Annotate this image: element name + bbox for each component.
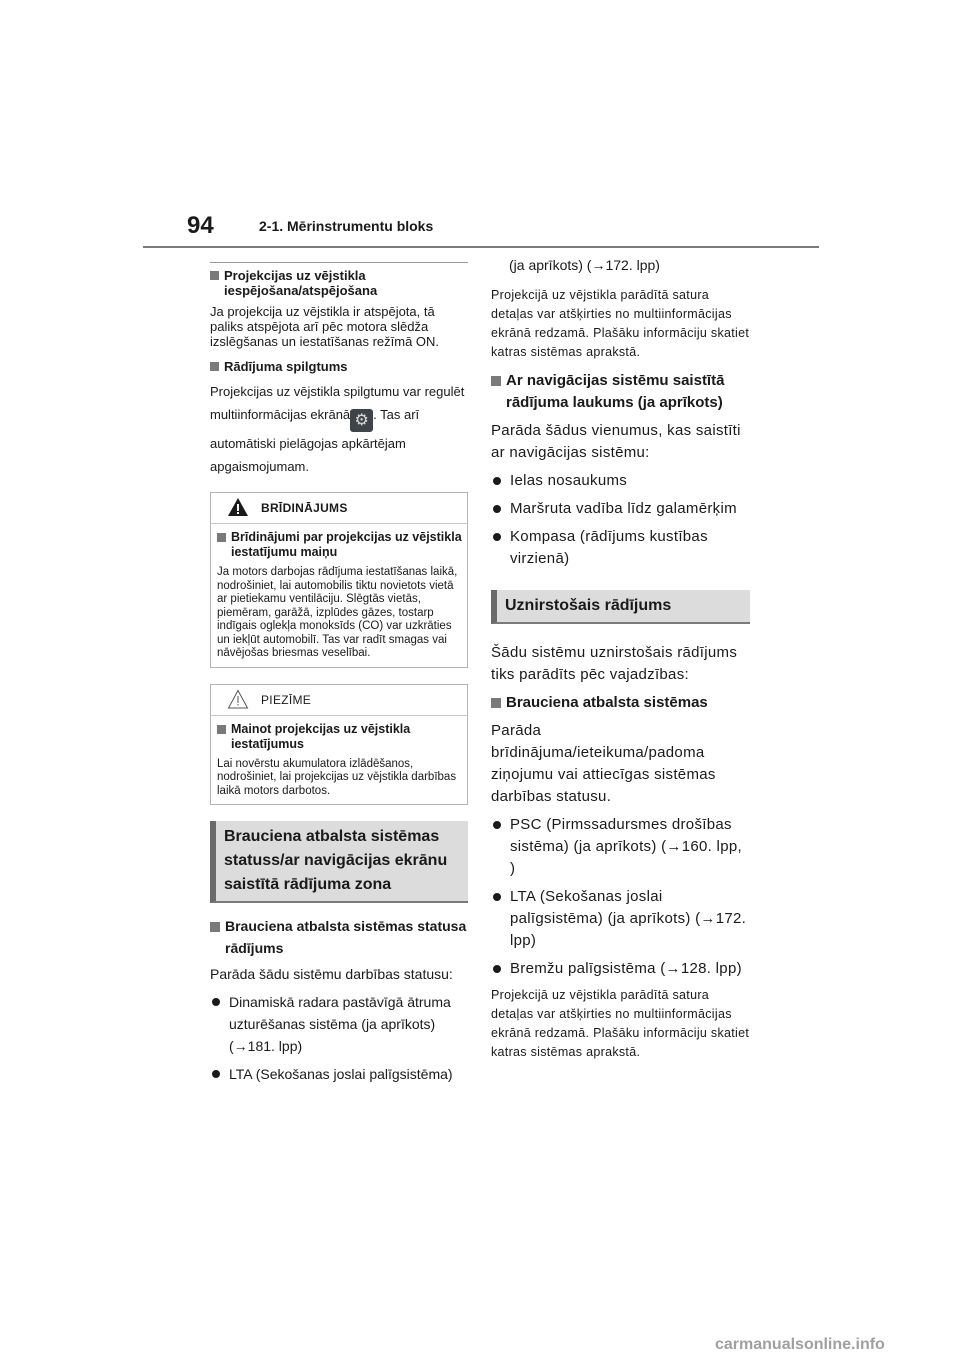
bullet-dot-icon	[493, 821, 501, 829]
warning-header	[211, 493, 467, 524]
paragraph: Parāda brīdinājuma/ieteikuma/padoma ziņojumu vai attiecīgas sistēmas darbības statusu.	[491, 722, 716, 805]
subheading-driving-support-systems: Brauciena atbalsta sistēmas	[491, 692, 750, 714]
section-heading-driving-support: Brauciena atbalsta sistēmas statuss/ar navigācijas ekrānu saistītā rādījuma zona	[210, 821, 468, 903]
list-item: LTA (Sekošanas joslai palīgsistēma) (ja aprīkots) (→172. lpp)	[491, 886, 750, 952]
square-bullet-icon	[217, 533, 226, 542]
note-paragraph: Projekcijā uz vējstikla parādītā satura detaļas var atšķirties no multiinformācijas ekrānā redzamā. Plašāku informāciju skatiet katras sistēmas aprakstā.	[491, 988, 750, 1059]
bullet-dot-icon	[493, 477, 501, 485]
note-title: PIEZĪME	[261, 692, 312, 707]
list-item: Dinamiskā radara pastāvīgā ātruma uzturēšanas sistēma (ja aprīkots) (→181. lpp)	[210, 991, 468, 1057]
bullet-dot-icon	[493, 505, 501, 513]
bullet-dot-icon	[493, 893, 501, 901]
subheading-brightness: Rādījuma spilgtums	[210, 359, 468, 374]
list-item: Kompasa (rādījums kustības virzienā)	[491, 526, 750, 570]
paragraph: Šādu sistēmu uznirstošais rādījums tiks parādīts pēc vajadzības:	[491, 644, 738, 683]
note-box	[210, 684, 468, 806]
note-subheading: Mainot projekcijas uz vējstikla iestatījumus	[217, 722, 462, 752]
warning-box	[210, 492, 468, 668]
warning-triangle-icon	[227, 497, 249, 517]
list-item: Ielas nosaukums	[491, 470, 750, 492]
note-text: Lai novērstu akumulatora izlādēšanos, nodrošiniet, lai projekcijas uz vējstikla darbības laikā motors darbotos.	[217, 757, 457, 797]
page-number: 94	[187, 212, 214, 239]
square-bullet-icon	[491, 376, 501, 386]
subheading-navigation-area: Ar navigācijas sistēmu saistītā rādījuma laukums (ja aprīkots)	[491, 370, 750, 414]
watermark: carmanualsonline.info	[715, 1336, 885, 1353]
list-item: LTA (Sekošanas joslai palīgsistēma)	[210, 1063, 468, 1085]
divider	[210, 262, 468, 263]
left-column	[210, 262, 468, 1091]
continued-text: (ja aprīkots) (→172. lpp)	[509, 257, 660, 273]
paragraph: Parāda šādus vienumus, kas saistīti ar navigācijas sistēmu:	[491, 422, 741, 461]
paragraph: Parāda šādu sistēmu darbības statusu:	[210, 966, 453, 982]
paragraph: Ja projekcija uz vējstikla ir atspējota, tā paliks atspējota arī pēc motora slēdža izslēgšanas un iestatīšanas režīmā ON.	[210, 304, 440, 349]
warning-subheading: Brīdinājumi par projekcijas uz vējstikla iestatījumu maiņu	[217, 530, 462, 560]
list-item: Bremžu palīgsistēma (→128. lpp)	[491, 958, 750, 980]
square-bullet-icon	[491, 698, 501, 708]
page-header	[143, 208, 819, 248]
note-paragraph: Projekcijā uz vējstikla parādītā satura detaļas var atšķirties no multiinformācijas ekrānā redzamā. Plašāku informāciju skatiet katras sistēmas aprakstā.	[491, 288, 750, 359]
chapter-title: 2-1. Mērinstrumentu bloks	[259, 218, 434, 234]
paragraph-brightness: Projekcijas uz vējstikla spilgtumu var regulēt multiinformācijas ekrānā ⚙ . Tas arī automātiski pielāgojas apkārtējam apgaismojumam.	[210, 384, 465, 474]
bullet-dot-icon	[212, 1070, 220, 1078]
warning-title: BRĪDINĀJUMS	[261, 501, 348, 515]
gear-icon: ⚙	[350, 409, 373, 432]
list-item: PSC (Pirmssadursmes drošības sistēma) (ja aprīkots) (→160. lpp, )	[491, 814, 750, 880]
caution-triangle-icon	[227, 689, 249, 709]
note-header	[211, 685, 467, 716]
square-bullet-icon	[210, 922, 220, 932]
warning-text: Ja motors darbojas rādījuma iestatīšanas laikā, nodrošiniet, lai automobilis tiktu novietots vietā ar pietiekamu ventilāciju. Slēgtās vietās, piemēram, garāžā, izplūdes gāzes, tostarp indīgais oglekļa monoksīds (CO) var uzkrāties un iekļūt automobilī. Tas var radīt smagas vai nāvējošas briesmas veselībai.	[217, 566, 458, 659]
section-heading-popup: Uznirstošais rādījums	[491, 590, 750, 624]
subheading-hud-toggle: Projekcijas uz vējstikla iespējošana/atspējošana	[210, 268, 468, 298]
subheading-status-display: Brauciena atbalsta sistēmas statusa rādījums	[210, 915, 468, 959]
bullet-dot-icon	[493, 533, 501, 541]
bullet-dot-icon	[212, 998, 220, 1006]
square-bullet-icon	[210, 362, 219, 371]
right-column	[491, 256, 750, 1070]
bullet-dot-icon	[493, 965, 501, 973]
list-item: Maršruta vadība līdz galamērķim	[491, 498, 750, 520]
square-bullet-icon	[210, 271, 219, 280]
square-bullet-icon	[217, 725, 226, 734]
